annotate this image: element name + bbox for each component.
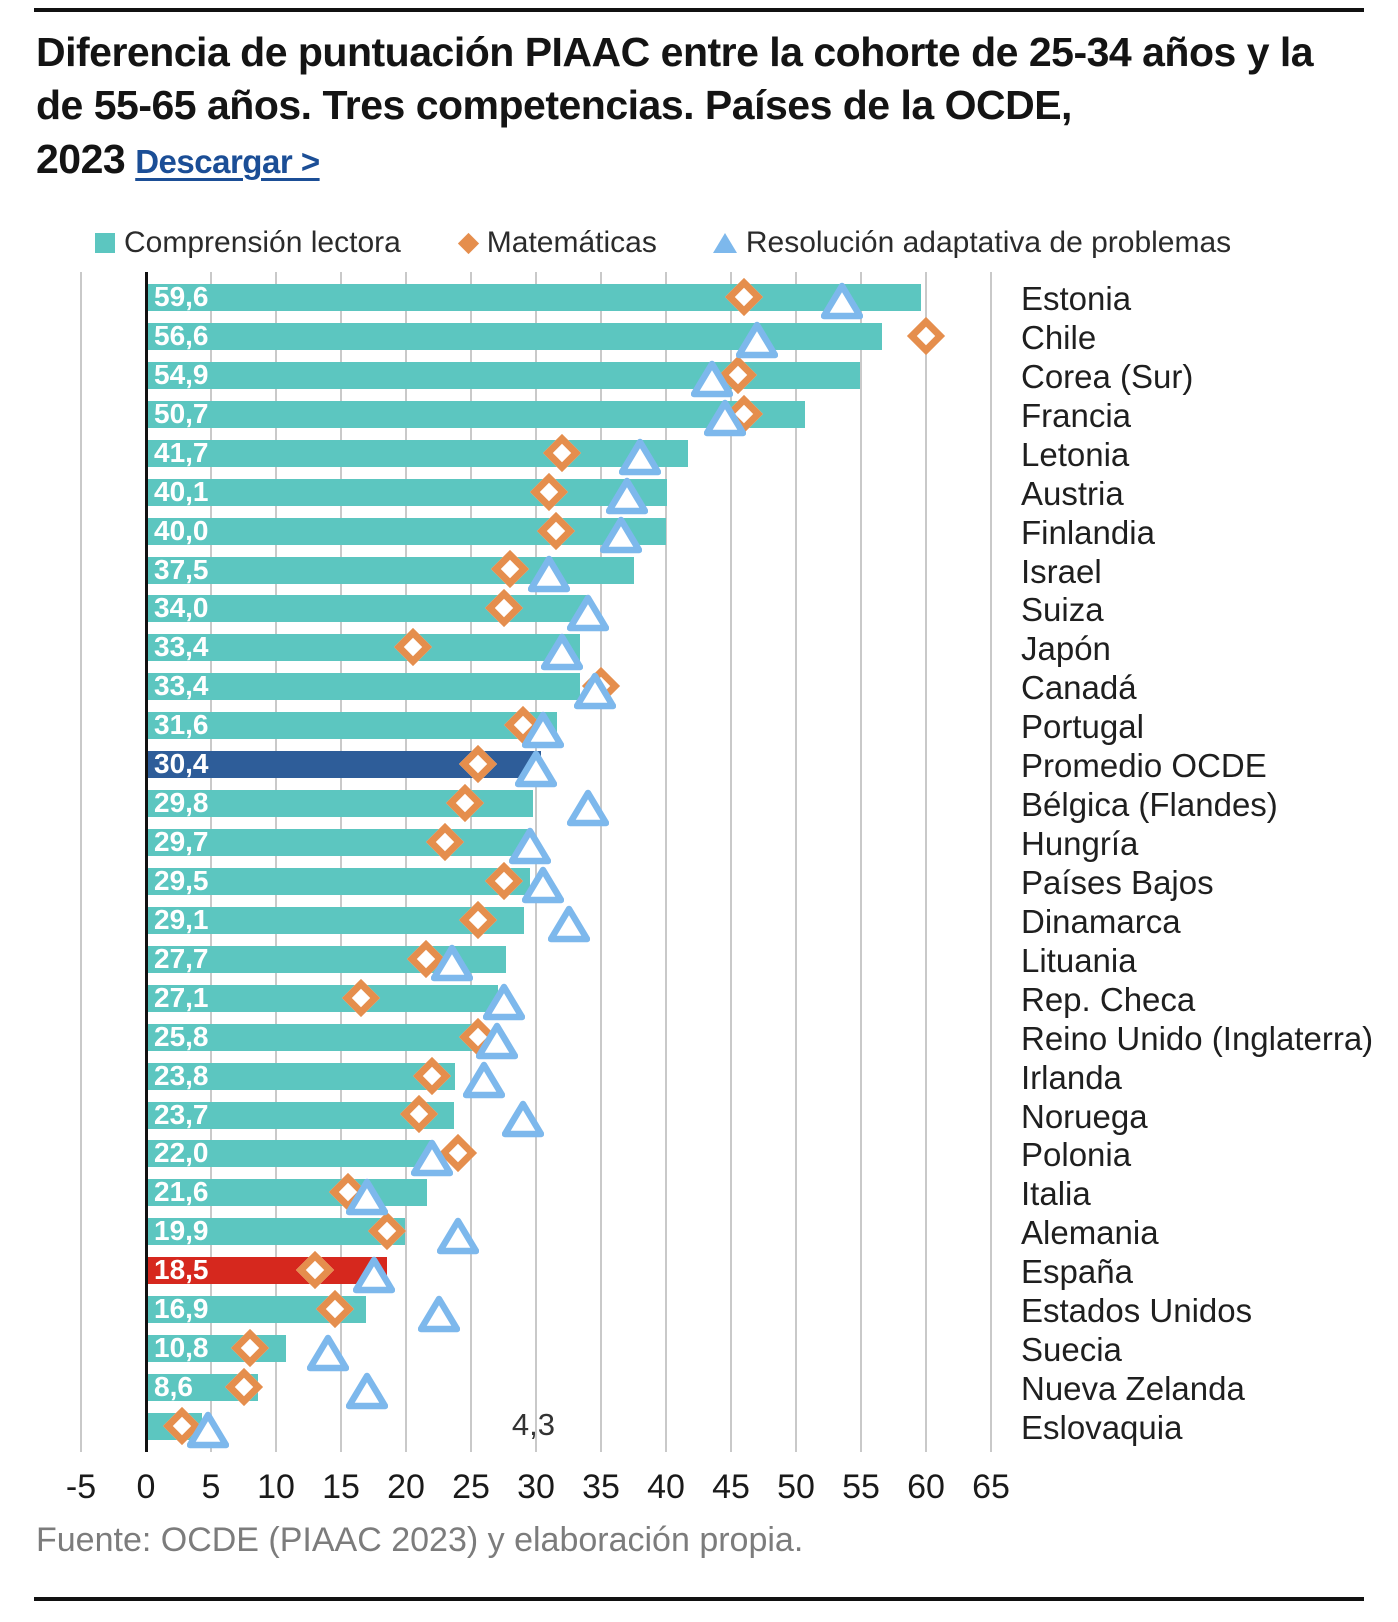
- problem-solving-triangle-marker: [821, 282, 863, 320]
- problem-solving-triangle-marker: [541, 633, 583, 671]
- problem-solving-triangle-marker: [548, 905, 590, 943]
- problem-solving-triangle-marker: [509, 827, 551, 865]
- chart-row: [81, 473, 1398, 512]
- reading-bar: [146, 514, 666, 546]
- x-axis-tick-label: 45: [712, 1468, 750, 1506]
- country-label: Japón: [1021, 630, 1111, 668]
- bar-value-label: 8,6: [154, 1371, 193, 1403]
- problem-solving-triangle-marker: [736, 321, 778, 359]
- chart-row: [81, 706, 1398, 745]
- x-axis-tick-label: 35: [582, 1468, 620, 1506]
- chart-row: [81, 434, 1398, 473]
- chart-row: [81, 1057, 1398, 1096]
- bar-value-label: 10,8: [154, 1332, 209, 1364]
- chart-row: [81, 1251, 1398, 1290]
- legend-item-problem-solving: [713, 226, 1231, 260]
- x-axis: [65, 1468, 1010, 1518]
- country-label: Estados Unidos: [1021, 1292, 1253, 1330]
- problem-solving-triangle-marker: [619, 438, 661, 476]
- bar-value-label: 22,0: [154, 1137, 209, 1169]
- country-label: Dinamarca: [1021, 902, 1181, 940]
- x-axis-tick-label: 10: [257, 1468, 295, 1506]
- country-label: Alemania: [1021, 1214, 1159, 1252]
- chart-row: [81, 667, 1398, 706]
- x-axis-tick-label: 0: [136, 1468, 156, 1506]
- problem-solving-triangle-marker: [346, 1372, 388, 1410]
- x-axis-tick-label: 25: [452, 1468, 490, 1506]
- problem-solving-triangle-marker: [704, 399, 746, 437]
- bar-value-label: 30,4: [154, 748, 209, 780]
- country-label: Nueva Zelanda: [1021, 1370, 1245, 1408]
- bar-value-label: 33,4: [154, 670, 209, 702]
- country-label: Suecia: [1021, 1331, 1122, 1369]
- bar-value-label: 23,7: [154, 1098, 209, 1130]
- country-label: Polonia: [1021, 1136, 1132, 1174]
- country-label: Promedio OCDE: [1021, 747, 1267, 785]
- problem-solving-triangle-marker: [307, 1334, 349, 1372]
- chart-row: [81, 1407, 1398, 1446]
- chart-row: [81, 745, 1398, 784]
- country-label: Hungría: [1021, 825, 1139, 863]
- reading-bar: [146, 475, 667, 507]
- chart-row: [81, 628, 1398, 667]
- problem-solving-triangle-icon: [713, 233, 737, 253]
- title-text: Diferencia de puntuación PIAAC entre la cohorte de 25-34 años y la de 55-65 años. Tres competencias. Países de la OCDE, 2023: [36, 29, 1314, 182]
- legend-item-math: [457, 226, 657, 260]
- bar-value-label: 37,5: [154, 553, 209, 585]
- country-label: Países Bajos: [1021, 863, 1214, 901]
- country-label: Francia: [1021, 396, 1132, 434]
- bar-value-label: 29,8: [154, 787, 209, 819]
- zero-axis-line: [145, 272, 148, 1452]
- chart-row: [81, 1134, 1398, 1173]
- problem-solving-triangle-marker: [522, 711, 564, 749]
- chart-row: [81, 589, 1398, 628]
- chart-row: [81, 1290, 1398, 1329]
- bar-value-label: 40,1: [154, 475, 209, 507]
- legend-item-reading: [95, 226, 401, 260]
- chart-row: [81, 862, 1398, 901]
- bar-value-label: 29,1: [154, 903, 209, 935]
- country-label: Noruega: [1021, 1097, 1148, 1135]
- bar-value-label: 18,5: [154, 1254, 209, 1286]
- country-label: Suiza: [1021, 591, 1104, 629]
- country-label: Finlandia: [1021, 513, 1155, 551]
- country-label: Rep. Checa: [1021, 980, 1196, 1018]
- problem-solving-triangle-marker: [567, 789, 609, 827]
- country-label: Eslovaquia: [1021, 1408, 1183, 1446]
- chart-row: [81, 1329, 1398, 1368]
- chart-row: [81, 512, 1398, 551]
- chart-row: [81, 979, 1398, 1018]
- country-label: Italia: [1021, 1175, 1091, 1213]
- country-label: Portugal: [1021, 708, 1144, 746]
- page-title: [36, 26, 1321, 186]
- plot-area: [81, 278, 1374, 1446]
- x-axis-tick-label: 60: [907, 1468, 945, 1506]
- chart-row: [81, 784, 1398, 823]
- bar-value-label: 29,5: [154, 864, 209, 896]
- x-axis-tick-label: 40: [647, 1468, 685, 1506]
- x-axis-tick-label: 30: [517, 1468, 555, 1506]
- bar-value-label: 29,7: [154, 826, 209, 858]
- chart-row: [81, 317, 1398, 356]
- chart-row: [81, 1018, 1398, 1057]
- problem-solving-triangle-marker: [353, 1256, 395, 1294]
- chart: [65, 278, 1398, 1506]
- bar-value-label: 21,6: [154, 1176, 209, 1208]
- country-label: Estonia: [1021, 280, 1132, 317]
- math-diamond-marker: [907, 317, 945, 355]
- reading-square-icon: [95, 233, 115, 253]
- x-axis-tick-label: 15: [322, 1468, 360, 1506]
- problem-solving-triangle-marker: [418, 1295, 460, 1333]
- bar-value-label: 25,8: [154, 1020, 209, 1052]
- country-label: Chile: [1021, 318, 1097, 356]
- x-axis-tick-label: 65: [972, 1468, 1010, 1506]
- problem-solving-triangle-marker: [411, 1139, 453, 1177]
- bar-value-label: 27,7: [154, 942, 209, 974]
- bar-value-label: 23,8: [154, 1059, 209, 1091]
- country-label: Bélgica (Flandes): [1021, 786, 1278, 824]
- problem-solving-triangle-marker: [574, 672, 616, 710]
- reading-bar: [146, 436, 688, 468]
- problem-solving-triangle-marker: [515, 750, 557, 788]
- bar-value-label: 16,9: [154, 1293, 209, 1325]
- problem-solving-triangle-marker: [522, 866, 564, 904]
- x-axis-tick-label: 5: [201, 1468, 221, 1506]
- bar-value-label: 59,6: [154, 281, 209, 312]
- chart-row: [81, 395, 1398, 434]
- chart-row: [81, 1096, 1398, 1135]
- chart-row: [81, 1368, 1398, 1407]
- bar-value-label: 40,0: [154, 514, 209, 546]
- bottom-rule: [34, 1597, 1364, 1601]
- country-label: España: [1021, 1253, 1133, 1291]
- reading-bar: [146, 631, 580, 663]
- problem-solving-triangle-marker: [528, 555, 570, 593]
- legend-label-problem-solving: Resolución adaptativa de problemas: [745, 226, 1232, 259]
- problem-solving-triangle-marker: [502, 1100, 544, 1138]
- reading-bar: [146, 670, 580, 702]
- top-rule: [34, 8, 1364, 12]
- x-axis-tick-label: 50: [777, 1468, 815, 1506]
- country-label: Israel: [1021, 552, 1102, 590]
- chart-row: [81, 940, 1398, 979]
- x-axis-tick-label: -5: [65, 1468, 97, 1506]
- country-label: Irlanda: [1021, 1058, 1122, 1096]
- country-label: Lituania: [1021, 941, 1137, 979]
- bar-value-label: 27,1: [154, 981, 209, 1013]
- problem-solving-triangle-marker: [431, 944, 473, 982]
- legend-label-reading: Comprensión lectora: [124, 226, 401, 259]
- x-axis-tick-label: 20: [387, 1468, 425, 1506]
- bar-value-label: 56,6: [154, 319, 209, 351]
- problem-solving-triangle-marker: [187, 1411, 229, 1449]
- problem-solving-triangle-marker: [606, 477, 648, 515]
- country-label: Canadá: [1021, 669, 1137, 707]
- country-label: Letonia: [1021, 435, 1130, 473]
- country-label: Corea (Sur): [1021, 357, 1194, 395]
- problem-solving-triangle-marker: [600, 516, 642, 554]
- chart-row: [81, 1173, 1398, 1212]
- problem-solving-triangle-marker: [691, 360, 733, 398]
- bar-value-label: 50,7: [154, 397, 209, 429]
- legend-label-math: Matemáticas: [486, 226, 657, 259]
- country-label: Austria: [1021, 474, 1124, 512]
- math-diamond-icon: [458, 232, 479, 253]
- bar-value-label: 4,3: [511, 1406, 555, 1442]
- problem-solving-triangle-marker: [483, 983, 525, 1021]
- chart-row: [81, 278, 1398, 317]
- chart-row: [81, 1212, 1398, 1251]
- bar-value-label: 19,9: [154, 1215, 209, 1247]
- source-note: Fuente: OCDE (PIAAC 2023) y elaboración propia.: [36, 1521, 804, 1559]
- problem-solving-triangle-marker: [346, 1178, 388, 1216]
- chart-row: [81, 356, 1398, 395]
- bar-value-label: 41,7: [154, 436, 209, 468]
- chart-row: [81, 551, 1398, 590]
- download-link[interactable]: Descargar >: [135, 142, 320, 180]
- reading-bar: [146, 281, 921, 312]
- legend: [95, 226, 1231, 260]
- bar-value-label: 54,9: [154, 358, 209, 390]
- bar-value-label: 31,6: [154, 709, 209, 741]
- bar-value-label: 34,0: [154, 592, 209, 624]
- problem-solving-triangle-marker: [437, 1217, 479, 1255]
- country-label: Reino Unido (Inglaterra): [1021, 1019, 1374, 1057]
- problem-solving-triangle-marker: [476, 1022, 518, 1060]
- problem-solving-triangle-marker: [463, 1061, 505, 1099]
- chart-row: [81, 901, 1398, 940]
- bar-value-label: 33,4: [154, 631, 209, 663]
- problem-solving-triangle-marker: [567, 594, 609, 632]
- chart-row: [81, 823, 1398, 862]
- x-axis-tick-label: 55: [842, 1468, 880, 1506]
